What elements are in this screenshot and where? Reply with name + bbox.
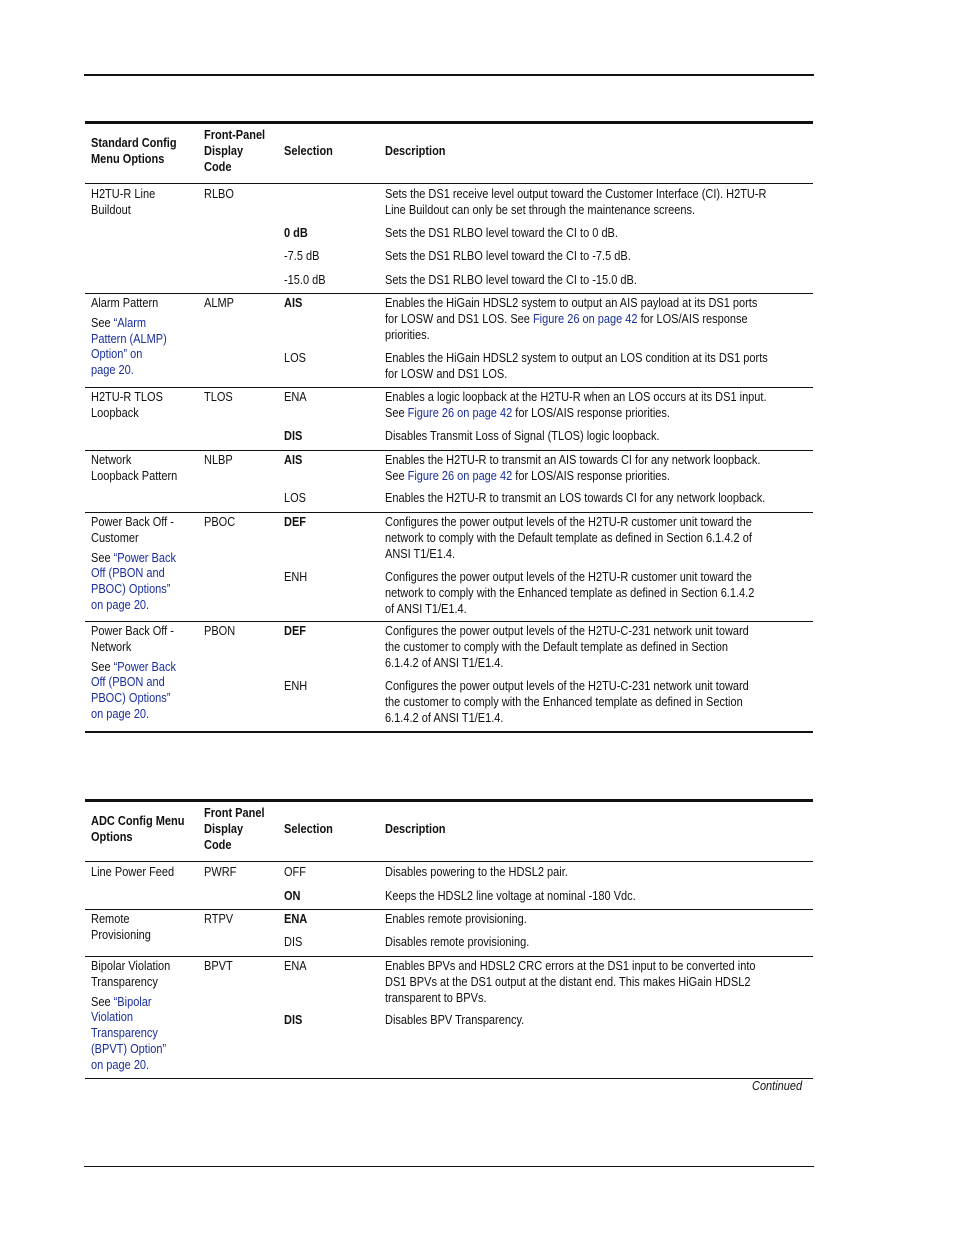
option-group [85, 621, 813, 733]
header-selection: Selection [284, 822, 333, 836]
text-line: Power Back Off - [91, 515, 174, 529]
option-group [85, 293, 813, 388]
text-line: H2TU-R TLOS [91, 390, 163, 404]
text-line: Network [91, 453, 132, 467]
reference-link-text[interactable]: “Alarm [113, 315, 147, 330]
option-name [91, 515, 176, 614]
text-line: Configures the power output levels of the H2TU-R customer unit toward the [385, 515, 752, 529]
description [385, 296, 757, 343]
figure-link[interactable]: Figure 26 on page 42 [407, 468, 513, 483]
see-reference-line: on page 20. [91, 1057, 150, 1072]
see-reference-line: See “Power Back [91, 550, 176, 565]
text-line: Enables the H2TU-R to transmit an LOS towards CI for any network loopback. [385, 491, 766, 505]
selection-value: ENA [284, 959, 307, 973]
text-line: Remote [91, 912, 130, 926]
text-line: Sets the DS1 RLBO level toward the CI to -7.5 dB. [385, 249, 631, 263]
header-display-code: Front-Panel Display Code [204, 128, 266, 174]
selection-value: DIS [284, 935, 303, 949]
text-line: 6.1.4.2 of ANSI T1/E1.4. [385, 655, 504, 670]
text-line: Configures the power output levels of the H2TU-R customer unit toward the [385, 570, 752, 584]
description [385, 429, 660, 445]
display-code: PWRF [204, 865, 237, 879]
option-name [91, 912, 151, 944]
selection-value: -15.0 dB [284, 273, 326, 287]
text-line: Line Power Feed [91, 865, 175, 879]
header-description: Description [385, 144, 446, 158]
text-line: Keeps the HDSL2 line voltage at nominal -180 Vdc. [385, 889, 636, 903]
see-reference-line: on page 20. [91, 597, 150, 612]
text-line: Buildout [91, 202, 131, 217]
see-reference-line: Pattern (ALMP) [91, 331, 167, 346]
text-line: Enables a logic loopback at the H2TU-R when an LOS occurs at its DS1 input. [385, 390, 767, 404]
text-line: Disables remote provisioning. [385, 935, 530, 949]
option-name [91, 187, 155, 219]
text-line: Enables BPVs and HDSL2 CRC errors at the DS1 input to be converted into [385, 959, 756, 973]
page-bottom-rule [84, 1166, 814, 1167]
text-line: 6.1.4.2 of ANSI T1/E1.4. [385, 710, 504, 725]
option-name [91, 959, 170, 1074]
reference-link-text[interactable]: “Bipolar [113, 994, 152, 1009]
option-group [85, 909, 813, 957]
see-reference-line: See “Power Back [91, 659, 176, 674]
display-code: TLOS [204, 390, 233, 404]
option-group [85, 862, 813, 910]
reference-link-text[interactable]: “Power Back [113, 659, 176, 674]
text-line: Power Back Off - [91, 624, 174, 638]
text-line: the customer to comply with the Default template as defined in Section [385, 639, 729, 654]
text-line: of ANSI T1/E1.4. [385, 601, 467, 616]
header-menu-options: ADC Config Menu Options [91, 814, 185, 844]
selection-value: 0 dB [284, 226, 308, 240]
see-reference-line: on page 20. [91, 706, 150, 721]
display-code: PBOC [204, 515, 236, 529]
selection-value: ON [284, 889, 301, 903]
see-reference-line: See “Bipolar [91, 994, 152, 1009]
description [385, 453, 760, 485]
see-reference-line: Transparency [91, 1026, 158, 1041]
description [385, 390, 767, 422]
selection-value: AIS [284, 296, 303, 310]
text-line: Sets the DS1 RLBO level toward the CI to -15.0 dB. [385, 273, 637, 287]
description [385, 351, 768, 383]
header-menu-options: Standard Config Menu Options [91, 136, 177, 166]
description [385, 935, 529, 951]
text-line: Transparency [91, 974, 158, 989]
display-code: PBON [204, 624, 236, 638]
description [385, 889, 636, 905]
description [385, 515, 752, 562]
text-line: transparent to BPVs. [385, 990, 487, 1005]
description [385, 624, 749, 671]
adc-config-table [85, 799, 813, 1079]
text-line: Line Buildout can only be set through the maintenance screens. [385, 202, 696, 217]
see-reference-link[interactable] [91, 995, 170, 1074]
text-line: for LOSW and DS1 LOS. [385, 366, 508, 381]
text-line: the customer to comply with the Enhanced template as defined in Section [385, 694, 743, 709]
text-line: See Figure 26 on page 42 for LOS/AIS response priorities. [385, 468, 670, 483]
description [385, 679, 749, 726]
selection-value: DIS [284, 1013, 303, 1027]
text-line: Enables the HiGain HDSL2 system to output an AIS payload at its DS1 ports [385, 296, 758, 310]
see-reference-line: Violation [91, 1010, 134, 1025]
reference-link-text[interactable]: “Power Back [113, 550, 176, 565]
text-line: priorities. [385, 327, 430, 342]
text-line: H2TU-R Line [91, 187, 156, 201]
see-reference-link[interactable] [91, 551, 176, 614]
description [385, 865, 568, 881]
text-line: Enables remote provisioning. [385, 912, 527, 926]
see-reference-line: Off (PBON and [91, 675, 165, 690]
continued-label: Continued [752, 1079, 803, 1093]
table-header [85, 802, 813, 862]
description [385, 273, 637, 289]
text-line: Configures the power output levels of the H2TU-C-231 network unit toward [385, 624, 749, 638]
selection-value: DEF [284, 515, 306, 529]
header-selection: Selection [284, 144, 333, 158]
display-code: NLBP [204, 453, 233, 467]
see-reference-line: page 20. [91, 363, 134, 378]
text-line: Disables BPV Transparency. [385, 1013, 525, 1027]
display-code: ALMP [204, 296, 234, 310]
see-reference-line: Off (PBON and [91, 566, 165, 581]
text-line: See Figure 26 on page 42 for LOS/AIS response priorities. [385, 405, 670, 420]
option-group [85, 387, 813, 451]
see-reference-line: (BPVT) Option” [91, 1041, 167, 1056]
text-line: network to comply with the Enhanced template as defined in Section 6.1.4.2 [385, 585, 755, 600]
selection-value: AIS [284, 453, 303, 467]
description [385, 249, 631, 265]
text-line: Disables powering to the HDSL2 pair. [385, 865, 568, 879]
text-line: Loopback [91, 405, 139, 420]
text-line: Bipolar Violation [91, 959, 171, 973]
see-reference-line: Option” on [91, 347, 143, 362]
option-name [91, 390, 163, 422]
text-line: Disables Transmit Loss of Signal (TLOS) logic loopback. [385, 429, 660, 443]
selection-value: -7.5 dB [284, 249, 320, 263]
selection-value: LOS [284, 351, 307, 365]
text-line: Loopback Pattern [91, 468, 178, 483]
text-line: Enables the HiGain HDSL2 system to output an LOS condition at its DS1 ports [385, 351, 768, 365]
description [385, 491, 765, 507]
selection-value: ENA [284, 390, 307, 404]
option-name [91, 453, 177, 485]
text-line: Configures the power output levels of the H2TU-C-231 network unit toward [385, 679, 749, 693]
text-line: Sets the DS1 receive level output toward the Customer Interface (CI). H2TU-R [385, 187, 767, 201]
selection-value: ENH [284, 679, 308, 693]
option-group [85, 450, 813, 513]
see-reference-line: PBOC) Options” [91, 582, 171, 597]
option-name [91, 624, 176, 723]
text-line: Provisioning [91, 927, 151, 942]
figure-link[interactable]: Figure 26 on page 42 [532, 311, 638, 326]
text-line: Network [91, 639, 132, 654]
text-line: ANSI T1/E1.4. [385, 546, 456, 561]
header-display-code: Front Panel Display Code [204, 806, 265, 852]
description [385, 570, 754, 617]
header-description: Description [385, 822, 446, 836]
text-line: Alarm Pattern [91, 296, 159, 310]
option-name [91, 296, 167, 379]
text-line: network to comply with the Default template as defined in Section 6.1.4.2 of [385, 530, 752, 545]
see-reference-link[interactable] [91, 660, 176, 723]
description [385, 187, 766, 219]
option-name [91, 865, 174, 881]
text-line: Sets the DS1 RLBO level toward the CI to 0 dB. [385, 226, 618, 240]
display-code: RLBO [204, 187, 234, 201]
description [385, 1013, 524, 1029]
text-line: Customer [91, 530, 139, 545]
text-line: Enables the H2TU-R to transmit an AIS towards CI for any network loopback. [385, 453, 761, 467]
selection-value: ENA [284, 912, 308, 926]
description [385, 226, 618, 242]
option-group [85, 184, 813, 294]
text-line: for LOSW and DS1 LOS. See Figure 26 on page 42 for LOS/AIS response [385, 311, 748, 326]
option-group [85, 956, 813, 1079]
table-header [85, 124, 813, 184]
text-line: DS1 BPVs at the DS1 output at the distant end. This makes HiGain HDSL2 [385, 974, 751, 989]
option-group [85, 512, 813, 622]
selection-value: LOS [284, 491, 307, 505]
display-code: BPVT [204, 959, 233, 973]
standard-config-table [85, 121, 813, 731]
description [385, 912, 527, 928]
page-top-rule [84, 74, 814, 76]
see-reference-line: See “Alarm [91, 315, 147, 330]
see-reference-line: PBOC) Options” [91, 691, 171, 706]
selection-value: DEF [284, 624, 306, 638]
see-reference-link[interactable] [91, 316, 167, 379]
selection-value: DIS [284, 429, 303, 443]
figure-link[interactable]: Figure 26 on page 42 [407, 405, 513, 420]
selection-value: ENH [284, 570, 308, 584]
selection-value: OFF [284, 865, 306, 879]
display-code: RTPV [204, 912, 234, 926]
description [385, 959, 756, 1006]
